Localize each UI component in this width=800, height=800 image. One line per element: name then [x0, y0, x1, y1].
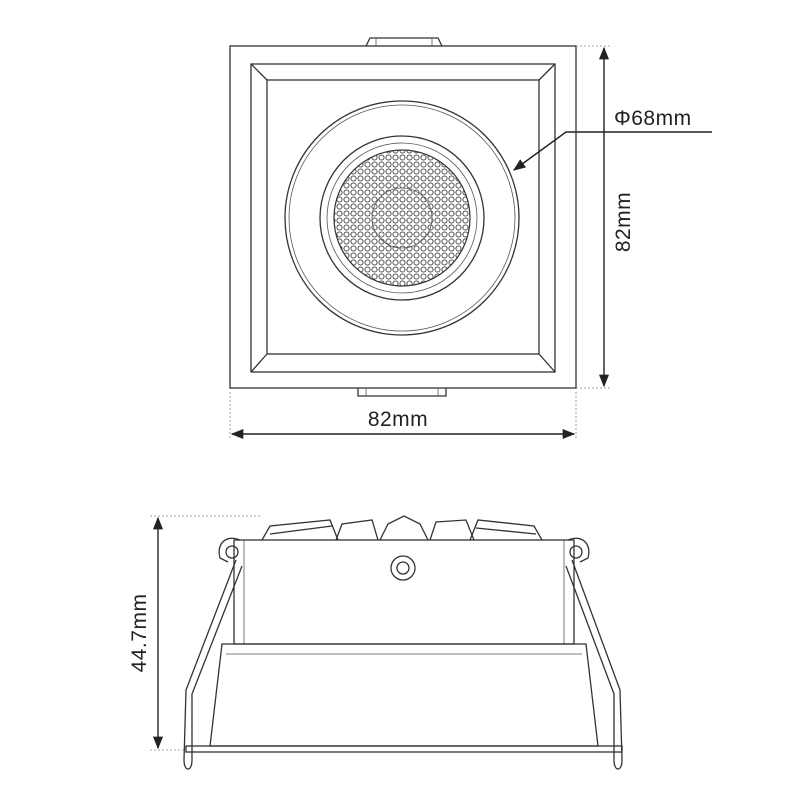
side-height-label: 44.7mm [128, 593, 151, 673]
lower-housing [210, 644, 598, 746]
honeycomb-grille [334, 150, 470, 286]
bevel-corner [539, 64, 555, 80]
diameter-dimension [514, 107, 712, 170]
top-width-dimension [232, 408, 574, 434]
bevel-corner [251, 354, 267, 372]
bevel-corner [251, 64, 267, 80]
top-width-label: 82mm [367, 408, 429, 431]
bottom-clip-tab [358, 388, 446, 396]
side-view-extension-lines [150, 516, 262, 750]
top-height-dimension [604, 48, 635, 386]
adjustment-screw-center [397, 562, 409, 574]
top-clip-tab [366, 38, 442, 46]
diameter-label: Φ68mm [614, 107, 692, 130]
bevel-corner [539, 354, 555, 372]
top-view [230, 38, 576, 396]
heatsink-fins [262, 516, 542, 540]
side-height-dimension [128, 518, 158, 748]
top-height-label: 82mm [612, 191, 635, 253]
diameter-leader [514, 132, 712, 170]
side-view [184, 516, 622, 769]
bottom-flange [186, 746, 622, 752]
adjustment-screw [391, 556, 415, 580]
